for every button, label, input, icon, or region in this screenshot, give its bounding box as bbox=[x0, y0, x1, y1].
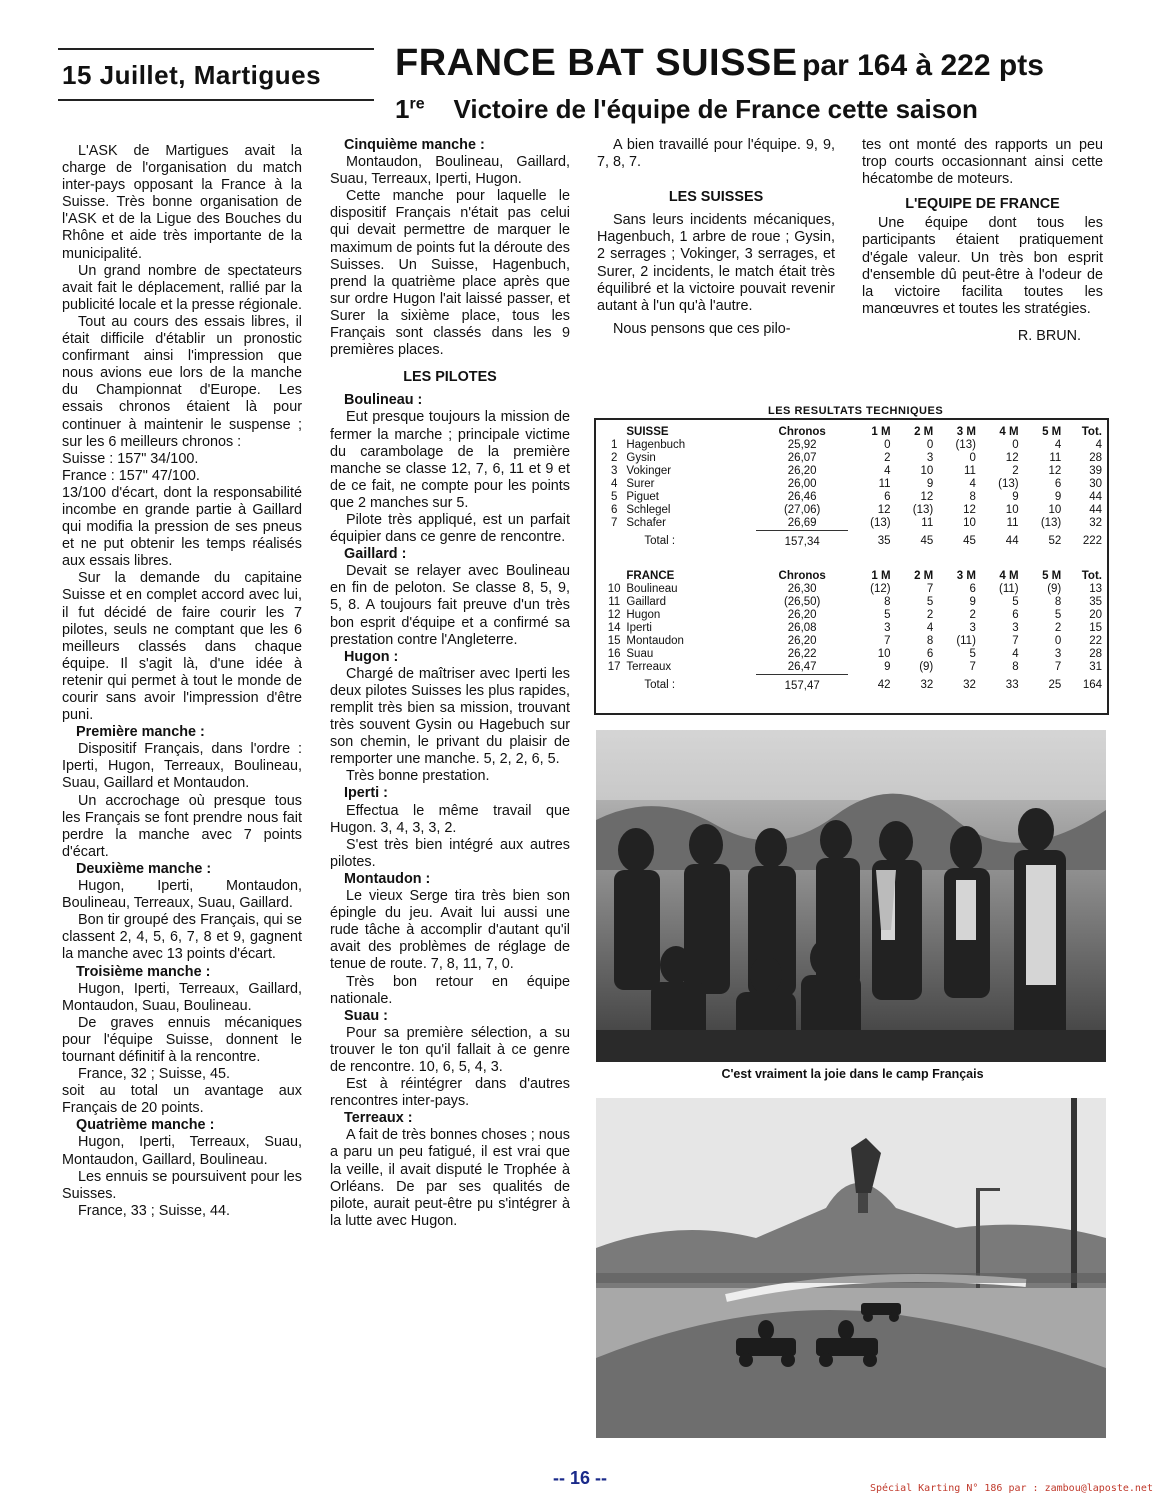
result-cell: 6 bbox=[1054, 478, 1062, 490]
result-cell: 11 bbox=[1006, 517, 1019, 530]
result-cell: 35 bbox=[1089, 596, 1102, 608]
paragraph: Devait se relayer avec Boulineau en fin de peloton. Se classe 8, 5, 9, 5, 8. A toujours fait preuve d'un très bon esprit d'équipe et a confirmé sa prestation contre l'Angleterre. bbox=[330, 563, 570, 648]
section-heading: Quatrième manche : bbox=[76, 1117, 215, 1134]
result-cell: 5 bbox=[1012, 596, 1019, 608]
paragraph: Très bonne prestation. bbox=[346, 768, 490, 785]
col-header: 5 M bbox=[1042, 570, 1062, 582]
result-cell: 3 bbox=[969, 622, 976, 634]
result-row bbox=[602, 517, 1102, 531]
result-cell: (26,50) bbox=[783, 596, 821, 608]
pilot-name: Hugon bbox=[626, 609, 661, 621]
result-cell: 1 bbox=[610, 439, 618, 451]
pilot-name: Gaillard bbox=[626, 596, 667, 608]
total-cell: 32 bbox=[963, 679, 976, 692]
total-cell: 164 bbox=[1082, 679, 1102, 692]
team-photo-illustration bbox=[596, 730, 1106, 1062]
result-cell: 9 bbox=[1054, 491, 1062, 503]
section-heading: Montaudon : bbox=[344, 870, 431, 887]
result-cell: 5 bbox=[884, 609, 891, 621]
result-cell: 10 bbox=[963, 517, 976, 530]
result-cell: 4 bbox=[1012, 648, 1019, 660]
suisse-total-row bbox=[602, 531, 1102, 554]
paragraph: Les ennuis se poursuivent pour les Suisses. bbox=[62, 1168, 302, 1202]
paragraph: Un grand nombre de spectateurs avait fait le déplacement, rallié par la publicité locale et la presse régionale. bbox=[62, 262, 302, 313]
section-heading: Terreaux : bbox=[344, 1110, 413, 1127]
author-signature: R. BRUN. bbox=[1017, 327, 1081, 344]
paragraph: Suisse : 157" 34/100. bbox=[62, 450, 199, 467]
total-cell: 35 bbox=[877, 535, 891, 548]
total-cell: 25 bbox=[1048, 679, 1062, 692]
result-cell: 8 bbox=[1054, 596, 1062, 608]
result-cell: 26,07 bbox=[787, 452, 817, 464]
photo-caption: C'est vraiment la joie dans le camp Français bbox=[721, 1067, 984, 1081]
result-row bbox=[602, 661, 1102, 675]
pilot-name: Schlegel bbox=[626, 504, 671, 516]
paragraph: 13/100 d'écart, dont la responsabilité incombe en grande partie à Gaillard qui modifia la pression de ses pneus et ne put obtenir les temps réalisés aux essais libres. bbox=[62, 484, 302, 570]
paragraph: Effectua le même travail que Hugon. 3, 4, 3, 3, 2. bbox=[330, 802, 570, 836]
paragraph: A bien travaillé pour l'équipe. 9, 9, 7, 8, 7. bbox=[597, 137, 835, 171]
result-cell: 0 bbox=[969, 452, 976, 464]
result-row bbox=[602, 596, 1102, 609]
section-heading: Première manche : bbox=[76, 724, 205, 741]
section-heading: Iperti : bbox=[344, 785, 388, 802]
total-cell: 222 bbox=[1082, 535, 1102, 548]
result-cell: 3 bbox=[926, 452, 934, 464]
col-header: Tot. bbox=[1081, 426, 1102, 438]
team-celebration-photo bbox=[596, 730, 1106, 1062]
paragraph: Est à réintégrer dans d'autres rencontres inter-pays. bbox=[330, 1076, 570, 1110]
result-cell: 0 bbox=[1012, 439, 1019, 451]
paragraph: Un accrochage où presque tous les Français se font prendre nous fait perdre la manche avec 7 points d'écart. bbox=[62, 792, 302, 860]
result-row bbox=[602, 452, 1102, 465]
result-cell: 0 bbox=[926, 439, 934, 451]
result-cell: (11) bbox=[956, 635, 976, 647]
text-column-2 bbox=[330, 137, 570, 1230]
section-heading: Boulineau : bbox=[344, 392, 423, 409]
result-cell: (13) bbox=[912, 504, 934, 516]
team-name-suisse: SUISSE bbox=[626, 426, 669, 438]
race-photo-illustration bbox=[596, 1098, 1106, 1438]
result-cell: 17 bbox=[607, 661, 621, 674]
result-cell: 7 bbox=[884, 635, 891, 647]
paragraph: Cette manche pour laquelle le dispositif Français n'était pas celui qui devait permettre de marquer le maximum de points fut la déroute des Suisses. Un Suisse, Hagenbuch, prend la quatrième place après que sur ordre Hugon l'ait laissé passer, et Surer la sixième place, tous les Français sont classés dans les 9 premières places. bbox=[330, 188, 570, 359]
result-cell: 39 bbox=[1089, 465, 1102, 477]
result-row bbox=[602, 465, 1102, 478]
pilot-name: Piguet bbox=[626, 491, 659, 503]
table-header-row bbox=[602, 570, 1102, 583]
table-header-row bbox=[602, 426, 1102, 439]
result-cell: 28 bbox=[1089, 648, 1102, 660]
result-row bbox=[602, 648, 1102, 661]
result-cell: (13) bbox=[955, 439, 976, 451]
text-column-1 bbox=[62, 143, 302, 1220]
result-cell: 26,69 bbox=[787, 517, 817, 529]
result-cell: 7 bbox=[1012, 635, 1019, 647]
result-cell: 3 bbox=[1012, 622, 1019, 634]
section-heading: Hugon : bbox=[344, 648, 399, 665]
paragraph: Pour sa première sélection, a su trouver le ton qu'il fallait à ce genre de rencontre. 10, 6, 5, 4, 3. bbox=[330, 1024, 570, 1075]
col-header: 1 M bbox=[871, 570, 891, 582]
result-cell: (9) bbox=[919, 661, 934, 674]
total-label: Total : bbox=[644, 535, 676, 548]
paragraph: Bon tir groupé des Français, qui se classent 2, 4, 5, 6, 7, 8 et 9, gagnent la manche avec 13 points d'écart. bbox=[62, 912, 302, 963]
total-cell: 157,47 bbox=[756, 675, 847, 698]
result-cell: 6 bbox=[926, 648, 934, 660]
paragraph: France : 157" 47/100. bbox=[62, 467, 200, 484]
result-row bbox=[602, 491, 1102, 504]
result-row bbox=[602, 439, 1102, 452]
result-cell: 12 bbox=[920, 491, 934, 503]
paragraph: Sans leurs incidents mécaniques, Hagenbuch, 1 arbre de roue ; Gysin, 2 serrages ; Vokinger, 3 serrages, et Surer, 2 incidents, le match était très équilibré et la victoire pouvait revenir autant à l'un qu'à l'autre. bbox=[597, 212, 835, 314]
result-row bbox=[602, 478, 1102, 491]
result-row bbox=[602, 622, 1102, 635]
paragraph: France, 33 ; Suisse, 44. bbox=[78, 1202, 230, 1219]
result-cell: 13 bbox=[1089, 583, 1102, 595]
paragraph: soit au total un avantage aux Français de 20 points. bbox=[62, 1083, 302, 1117]
result-cell: 4 bbox=[926, 622, 934, 634]
subtitle-number: 1 bbox=[395, 94, 410, 124]
result-cell: 12 bbox=[607, 609, 621, 621]
col-header: Chronos bbox=[778, 570, 826, 582]
total-cell: 33 bbox=[1005, 679, 1019, 692]
suisse-results-table bbox=[602, 426, 1102, 553]
result-cell: 22 bbox=[1089, 635, 1102, 647]
total-cell: 52 bbox=[1048, 535, 1062, 548]
result-cell: 14 bbox=[607, 622, 621, 634]
title-score: par 164 à 222 pts bbox=[802, 49, 1044, 82]
result-cell: 4 bbox=[884, 465, 891, 477]
results-table-box bbox=[594, 418, 1109, 715]
result-cell: 11 bbox=[921, 517, 934, 530]
result-cell: 26,47 bbox=[787, 661, 817, 673]
section-heading-centered: L'EQUIPE DE FRANCE bbox=[905, 196, 1060, 213]
col-header: 1 M bbox=[871, 426, 891, 438]
result-cell: 20 bbox=[1089, 609, 1102, 621]
result-cell: 5 bbox=[926, 596, 934, 608]
paragraph: S'est très bien intégré aux autres pilotes. bbox=[330, 836, 570, 870]
text-column-4 bbox=[862, 137, 1103, 345]
result-row bbox=[602, 583, 1102, 596]
result-cell: 11 bbox=[608, 596, 621, 608]
result-cell: 10 bbox=[1048, 504, 1062, 516]
result-cell: 0 bbox=[1054, 635, 1062, 647]
result-cell: 10 bbox=[1005, 504, 1019, 516]
result-cell: 9 bbox=[926, 478, 934, 490]
section-heading: Suau : bbox=[344, 1007, 388, 1024]
paragraph: Pilote très appliqué, est un parfait équipier dans ce genre de rencontre. bbox=[330, 511, 570, 546]
col-header: Chronos bbox=[778, 426, 826, 438]
result-cell: 11 bbox=[963, 465, 976, 477]
col-header: 3 M bbox=[956, 570, 976, 582]
result-cell: 26,22 bbox=[787, 648, 817, 660]
section-heading-centered: LES SUISSES bbox=[668, 189, 764, 206]
result-cell: 4 bbox=[1054, 439, 1062, 451]
result-cell: 25,92 bbox=[787, 439, 817, 451]
result-cell: 5 bbox=[969, 648, 976, 660]
paragraph: Nous pensons que ces pilo- bbox=[613, 320, 791, 337]
result-cell: 8 bbox=[969, 491, 976, 503]
title-main: FRANCE BAT SUISSE bbox=[395, 42, 798, 84]
text-column-3 bbox=[597, 137, 835, 338]
result-cell: 8 bbox=[1012, 661, 1019, 674]
result-cell: (13) bbox=[998, 478, 1019, 490]
total-label: Total : bbox=[644, 679, 676, 692]
result-cell: 12 bbox=[877, 504, 891, 516]
result-cell: 30 bbox=[1089, 478, 1102, 490]
result-cell: 44 bbox=[1089, 504, 1102, 516]
france-total-row bbox=[602, 675, 1102, 698]
result-cell: 26,20 bbox=[787, 465, 817, 477]
total-cell: 157,34 bbox=[756, 531, 847, 554]
paragraph: Le vieux Serge tira très bien son épingle du jeu. Avait lui aussi une rude tâche à accomplir d'autant qu'il avait des problèmes de réglage de tenue de route. 7, 8, 11, 7, 0. bbox=[330, 888, 570, 973]
result-cell: 12 bbox=[1048, 465, 1062, 477]
pilot-name: Iperti bbox=[626, 622, 652, 634]
paragraph: Hugon, Iperti, Terreaux, Suau, Montaudon, Gaillard, Boulineau. bbox=[62, 1134, 302, 1168]
date-place-header: 15 Juillet, Martigues bbox=[58, 48, 374, 101]
article-subtitle bbox=[395, 94, 1105, 125]
result-cell: 11 bbox=[1049, 452, 1062, 464]
result-cell: 2 bbox=[884, 452, 891, 464]
section-heading: Troisième manche : bbox=[76, 963, 211, 980]
paragraph: Chargé de maîtriser avec Iperti les deux pilotes Suisses les plus rapides, remplit très bien sa mission, trouvant très souvent Gysin ou Hagebuch sur son chemin, le privant du plaisir de remporter une manche. 5, 2, 2, 6, 5. bbox=[330, 665, 570, 768]
col-header: 3 M bbox=[956, 426, 976, 438]
result-cell: 9 bbox=[1012, 491, 1019, 503]
result-cell: 3 bbox=[1054, 648, 1062, 660]
pilot-name: Suau bbox=[626, 648, 654, 660]
pilot-name: Schafer bbox=[626, 517, 667, 530]
section-heading-centered: LES PILOTES bbox=[403, 369, 497, 386]
pilot-name: Montaudon bbox=[626, 635, 684, 647]
result-cell: 8 bbox=[884, 596, 891, 608]
pilot-name: Gysin bbox=[626, 452, 656, 464]
pilot-name: Hagenbuch bbox=[626, 439, 686, 451]
total-cell: 32 bbox=[920, 679, 934, 692]
result-cell: 0 bbox=[884, 439, 891, 451]
pilot-name: Surer bbox=[626, 478, 655, 490]
col-header: 2 M bbox=[914, 426, 934, 438]
result-cell: 7 bbox=[969, 661, 976, 674]
total-cell: 45 bbox=[920, 535, 934, 548]
result-cell: 12 bbox=[1005, 452, 1019, 464]
paragraph: L'ASK de Martigues avait la charge de l'organisation du match inter-pays opposant la France à la Suisse. Très bonne organisation de l'ASK et de la Ligue des Bouches du Rhône et aide très importante de la municipalité. bbox=[62, 143, 302, 262]
section-heading: Deuxième manche : bbox=[76, 860, 212, 877]
col-header: 4 M bbox=[999, 570, 1019, 582]
result-cell: 4 bbox=[610, 478, 618, 490]
result-cell: (9) bbox=[1047, 583, 1062, 595]
result-cell: 26,46 bbox=[787, 491, 817, 503]
result-cell: 28 bbox=[1089, 452, 1102, 464]
result-cell: 9 bbox=[969, 596, 976, 608]
result-cell: 8 bbox=[926, 635, 934, 647]
result-cell: 4 bbox=[969, 478, 976, 490]
page-number: -- 16 -- bbox=[553, 1468, 607, 1488]
paragraph: Eut presque toujours la mission de fermer la marche ; principale victime du carambolage de la première manche se classe 12, 7, 6, 11 et 9 et de ce fait, ne compte pour les points que 2 manches sur 5. bbox=[330, 409, 570, 511]
total-cell: 42 bbox=[877, 679, 891, 692]
paragraph: Une équipe dont tous les participants étaient pratiquement d'égale valeur. Un très bon esprit d'ensemble dû peut-être à l'odeur de la victoire facilita toutes les manœuvres et toutes les stratégies. bbox=[862, 215, 1103, 317]
result-cell: 2 bbox=[969, 609, 976, 621]
result-cell: 6 bbox=[969, 583, 976, 595]
result-cell: (11) bbox=[998, 583, 1019, 595]
paragraph: Tout au cours des essais libres, il était difficile d'établir un pronostic confirmant ainsi l'impression que nous avions eue lors de la manche du Championnat d'Europe. Les essais chronos étaient là pour continuer à maintenir le suspense ; sur les 6 meilleurs chronos : bbox=[62, 313, 302, 450]
result-cell: (13) bbox=[1040, 517, 1062, 530]
paragraph: Très bon retour en équipe nationale. bbox=[330, 973, 570, 1007]
section-heading: Cinquième manche : bbox=[344, 137, 485, 153]
result-cell: 2 bbox=[1012, 465, 1019, 477]
result-cell: 3 bbox=[884, 622, 891, 634]
result-cell: 12 bbox=[963, 504, 976, 516]
paragraph: Dispositif Français, dans l'ordre : Iperti, Hugon, Terreaux, Boulineau, Suau, Gaillard et Montaudon. bbox=[62, 741, 302, 792]
result-cell: 32 bbox=[1089, 517, 1102, 530]
result-cell: 2 bbox=[1054, 622, 1062, 634]
col-header: 4 M bbox=[999, 426, 1019, 438]
total-cell: 45 bbox=[963, 535, 976, 548]
result-cell: 6 bbox=[884, 491, 891, 503]
result-cell: 10 bbox=[877, 648, 891, 660]
paragraph: Sur la demande du capitaine Suisse et en complet accord avec lui, il fut décidé de faire courir les 7 pilotes, seuls ne comptant que les 6 meilleurs classés dans chaque équipe. Il s'agit là, d'une idée à retenir qui permet à tout le monde de courir sans avoir l'impression d'être puni. bbox=[62, 570, 302, 724]
result-cell: (13) bbox=[870, 517, 891, 530]
result-cell: 26,30 bbox=[787, 583, 817, 595]
col-header: 2 M bbox=[914, 570, 934, 582]
total-cell: 44 bbox=[1005, 535, 1019, 548]
result-cell: (27,06) bbox=[783, 504, 821, 516]
result-cell: 26,08 bbox=[787, 622, 817, 634]
result-cell: 5 bbox=[610, 491, 618, 503]
result-cell: 9 bbox=[884, 661, 891, 674]
result-cell: 10 bbox=[607, 583, 621, 595]
result-cell: 7 bbox=[1054, 661, 1062, 674]
result-cell: 4 bbox=[1095, 439, 1102, 451]
result-cell: 5 bbox=[1054, 609, 1062, 621]
result-cell: 2 bbox=[610, 452, 618, 464]
result-cell: (12) bbox=[870, 583, 891, 595]
pilot-name: Terreaux bbox=[626, 661, 672, 674]
result-cell: 26,20 bbox=[787, 609, 817, 621]
result-row bbox=[602, 635, 1102, 648]
pilot-name: Vokinger bbox=[626, 465, 672, 477]
result-cell: 6 bbox=[610, 504, 618, 516]
result-row bbox=[602, 504, 1102, 517]
results-title: LES RESULTATS TECHNIQUES bbox=[760, 405, 951, 417]
paragraph: Hugon, Iperti, Montaudon, Boulineau, Terreaux, Suau, Gaillard. bbox=[62, 878, 302, 912]
footer-credit: Spécial Karting N° 186 par : zambou@laposte.net bbox=[870, 1483, 1153, 1494]
team-name-france: FRANCE bbox=[626, 570, 675, 582]
result-cell: 10 bbox=[920, 465, 934, 477]
col-header: Tot. bbox=[1081, 570, 1102, 582]
result-row bbox=[602, 609, 1102, 622]
result-cell: 31 bbox=[1089, 661, 1102, 674]
paragraph: France, 32 ; Suisse, 45. bbox=[78, 1066, 230, 1083]
result-cell: 44 bbox=[1089, 491, 1102, 503]
subtitle-text: Victoire de l'équipe de France cette saison bbox=[453, 94, 978, 124]
kart-race-photo bbox=[596, 1098, 1106, 1438]
result-cell: 15 bbox=[1089, 622, 1102, 634]
result-cell: 15 bbox=[607, 635, 621, 647]
result-cell: 7 bbox=[610, 517, 618, 530]
section-heading: Gaillard : bbox=[344, 546, 407, 563]
paragraph: Hugon, Iperti, Terreaux, Gaillard, Montaudon, Suau, Boulineau. bbox=[62, 980, 302, 1014]
paragraph: De graves ennuis mécaniques pour l'équipe Suisse, donnent le tournant définitif à la rencontre. bbox=[62, 1014, 302, 1065]
col-header: 5 M bbox=[1042, 426, 1062, 438]
result-cell: 7 bbox=[926, 583, 934, 595]
result-cell: 26,20 bbox=[787, 635, 817, 647]
paragraph: Montaudon, Boulineau, Gaillard, Suau, Terreaux, Iperti, Hugon. bbox=[330, 154, 570, 188]
subtitle-sup: re bbox=[409, 95, 425, 113]
result-cell: 26,00 bbox=[787, 478, 817, 490]
pilot-name: Boulineau bbox=[626, 583, 678, 595]
result-cell: 3 bbox=[610, 465, 618, 477]
paragraph: tes ont monté des rapports un peu trop courts occasionnant ainsi cette hécatombe de moteurs. bbox=[862, 137, 1103, 188]
result-cell: 11 bbox=[878, 478, 891, 490]
result-cell: 16 bbox=[607, 648, 621, 660]
result-cell: 2 bbox=[926, 609, 934, 621]
article-title bbox=[395, 42, 1110, 85]
paragraph: A fait de très bonnes choses ; nous a paru un peu fatigué, il est vrai que la veille, il avait disputé le Trophée à Orléans. De par ses qualités de pilote, aurait peut-être pu s'intégrer à la lutte avec Hugon. bbox=[330, 1127, 570, 1229]
france-results-table bbox=[602, 570, 1102, 697]
result-cell: 6 bbox=[1012, 609, 1019, 621]
